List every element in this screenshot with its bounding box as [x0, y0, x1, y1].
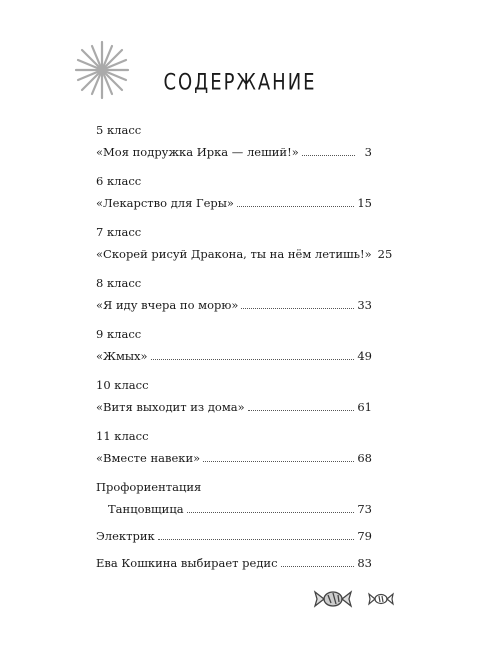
grade-label: 9 класс — [96, 327, 142, 341]
toc-entry — [96, 344, 372, 364]
entry-title: Электрик — [96, 529, 155, 543]
toc-item — [96, 273, 372, 313]
toc-entry — [96, 524, 372, 544]
toc-item — [96, 171, 372, 211]
grade-label: 8 класс — [96, 276, 142, 290]
grade-label: 7 класс — [96, 225, 142, 239]
entry-title: «Скорей рисуй Дракона, ты на нём летишь!» — [96, 247, 372, 261]
dot-leader — [241, 307, 354, 309]
section-label: Профориентация — [96, 480, 202, 494]
toc-entry — [96, 293, 372, 313]
dot-leader — [158, 538, 355, 540]
toc-section-profession — [96, 477, 372, 517]
toc-entry — [96, 497, 372, 517]
dot-leader — [187, 511, 355, 513]
entry-title: «Витя выходит из дома» — [96, 400, 245, 414]
entry-title: «Я иду вчера по морю» — [96, 298, 239, 312]
toc-entry — [96, 140, 372, 160]
entry-title: Танцовщица — [108, 502, 184, 516]
dot-leader — [151, 358, 355, 360]
entry-title: Ева Кошкина выбирает редис — [96, 556, 278, 570]
entry-title: «Моя подружка Ирка — леший!» — [96, 145, 299, 159]
toc-entry — [96, 446, 372, 466]
toc-entry — [96, 395, 372, 415]
toc-item — [96, 375, 372, 415]
grade-label: 6 класс — [96, 174, 142, 188]
page-number: 15 — [357, 196, 372, 210]
page-title: СОДЕРЖАНИЕ — [163, 69, 317, 96]
small-candy-icon — [366, 591, 396, 607]
entry-title: «Вместе навеки» — [96, 451, 201, 465]
dot-leader — [248, 409, 355, 411]
page-number: 3 — [364, 145, 372, 159]
toc-item — [96, 120, 372, 160]
page-number: 73 — [357, 502, 372, 516]
grade-label: 11 класс — [96, 429, 149, 443]
toc-item — [96, 324, 372, 364]
page-number: 25 — [377, 247, 393, 261]
grade-label: 10 класс — [96, 378, 149, 392]
toc-entry — [96, 242, 393, 262]
toc-entry — [96, 191, 372, 211]
page-number: 61 — [357, 400, 372, 414]
entry-title: «Лекарство для Геры» — [96, 196, 234, 210]
page-number: 68 — [357, 451, 372, 465]
toc-entry — [96, 551, 372, 571]
page-number: 79 — [357, 529, 372, 543]
dot-leader — [281, 565, 355, 567]
candy-icon — [312, 587, 354, 611]
page-number: 49 — [357, 349, 372, 363]
toc-item — [96, 426, 372, 466]
grade-label: 5 класс — [96, 123, 142, 137]
toc-item — [96, 222, 393, 262]
dot-leader — [237, 205, 354, 207]
dot-leader — [203, 460, 354, 462]
table-of-contents — [96, 120, 393, 578]
page-number: 83 — [357, 556, 372, 570]
dot-leader — [302, 154, 355, 156]
entry-title: «Жмых» — [96, 349, 148, 363]
page-number: 33 — [357, 298, 372, 312]
